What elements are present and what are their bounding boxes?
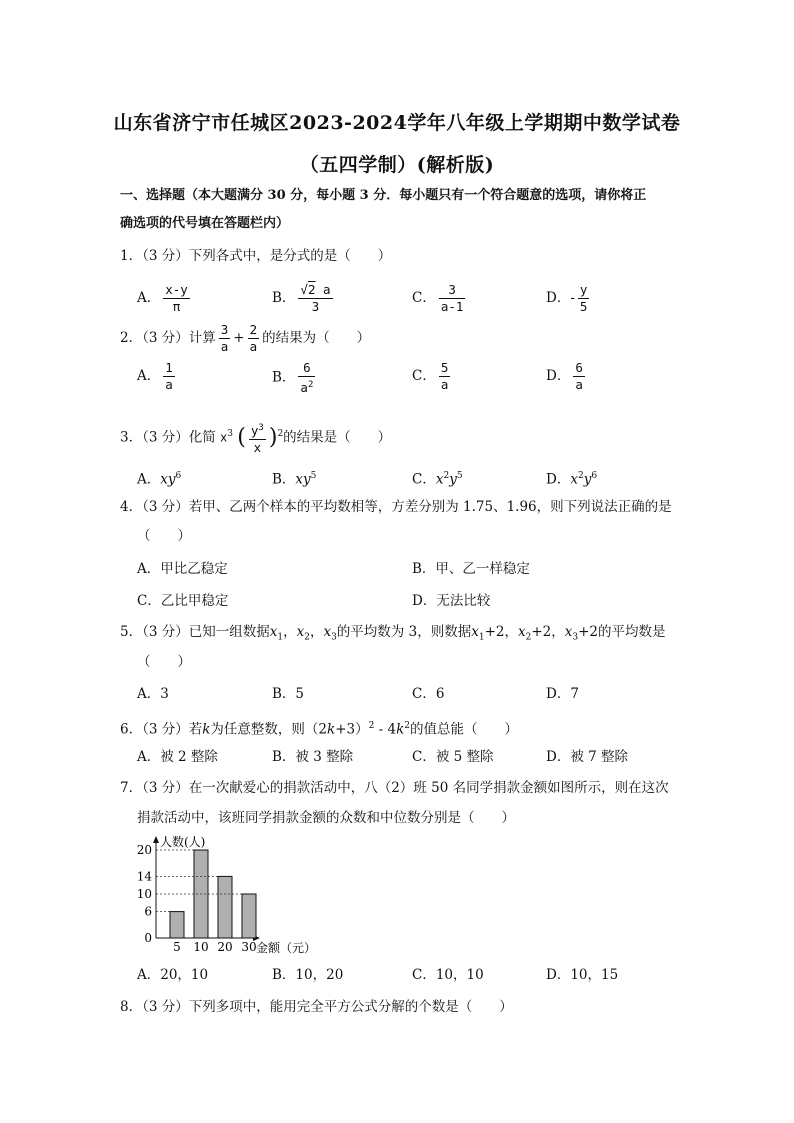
q6-stem-mid2: +3） xyxy=(335,721,369,738)
q3-frac-num-exp: 3 xyxy=(258,423,264,433)
q3-c-y: y xyxy=(449,471,457,488)
q3-x-exp: 3 xyxy=(227,429,233,440)
q3-option-b xyxy=(272,466,316,490)
q3-frac xyxy=(249,420,266,456)
title-line-2: （五四学制）(解析版) xyxy=(299,154,495,176)
q1-b-den: 3 xyxy=(311,299,320,314)
x-tick-label: 5 xyxy=(173,940,181,954)
x-tick-label: 20 xyxy=(217,940,233,954)
q3-d-x: x xyxy=(570,471,578,488)
q7-stem-line1: 7．（3 分）在一次献爱心的捐款活动中，八（2）班 50 名同学捐款金额如图所示，则在这次 xyxy=(120,780,669,796)
q3-a-label: A． xyxy=(137,471,161,488)
q3-stem-pre: 3．（3 分）化简 xyxy=(120,429,216,446)
q2-stem-post: 的结果为（ ） xyxy=(262,330,371,346)
q5-stem-mid: 的平均数为 3，则数据 xyxy=(336,624,472,640)
q2-a-num: 1 xyxy=(165,360,173,375)
q6-k: k xyxy=(202,721,211,738)
q1-stem: 1．（3 分）下列各式中，是分式的是（ ） xyxy=(120,248,392,264)
q5-y2: x xyxy=(517,624,526,640)
q7-option-a: A．20，10 xyxy=(137,967,209,983)
y-axis-arrow-icon xyxy=(153,836,159,843)
q5-t3: 3 xyxy=(572,632,579,643)
bar-20 xyxy=(218,876,232,938)
q5-y3: x xyxy=(564,624,573,640)
q1-d-label: D． xyxy=(546,290,571,306)
q3-outer-exp: 2 xyxy=(277,429,284,440)
q2-b-den: a xyxy=(300,380,308,396)
q3-option-c xyxy=(412,466,463,490)
q7-stem-line2: 捐款活动中，该班同学捐款金额的众数和中位数分别是（ ） xyxy=(137,810,515,826)
q6-k3: k xyxy=(396,721,405,738)
y-tick-label: 10 xyxy=(136,887,152,901)
q2-option-d xyxy=(546,360,588,393)
q3-d-y: y xyxy=(583,471,592,488)
q3-c-y-exp: 5 xyxy=(456,471,463,481)
q4-stem-line1: 4．（3 分）若甲、乙两个样本的平均数相等，方差分别为 1.75、1.96，则下列说法正确的是 xyxy=(120,499,672,515)
chart-ylabel: 人数(人) xyxy=(160,835,206,849)
q6-stem-post: 的值总能（ ） xyxy=(410,721,518,738)
q4-option-d: D．无法比较 xyxy=(412,593,491,609)
q5-x3: x xyxy=(323,624,332,640)
q2-a-label: A． xyxy=(137,368,161,384)
q5-comma1: ， xyxy=(283,624,297,640)
q3-c-x-exp: 2 xyxy=(443,471,450,481)
y-tick-label: 14 xyxy=(136,869,152,884)
q6-k2: k xyxy=(327,721,336,738)
q3-a-base: xy xyxy=(160,471,176,488)
q1-d-sign: - xyxy=(570,290,575,306)
q6-option-b: B．被 3 整除 xyxy=(272,749,354,765)
q2-c-den: a xyxy=(440,377,449,392)
q1-b-num-rest: a xyxy=(315,282,331,297)
q7-option-d: D．10，15 xyxy=(546,967,619,983)
section1-heading-line1: 一、选择题（本大题满分 30 分，每小题 3 分．每小题只有一个符合题意的选项，请你将正 xyxy=(120,188,647,203)
q6-option-c: C．被 5 整除 xyxy=(412,749,494,765)
q3-d-y-exp: 6 xyxy=(591,471,598,481)
q5-option-c: C．6 xyxy=(412,686,445,702)
q2-stem xyxy=(120,322,370,355)
q1-c-num: 3 xyxy=(439,282,466,299)
q5-s1: 1 xyxy=(277,632,284,643)
q2-f2-den: a xyxy=(249,339,258,354)
q6-stem xyxy=(120,716,518,740)
q2-d-fraction xyxy=(573,360,585,393)
q3-c-label: C． xyxy=(412,471,436,488)
q2-f2-num: 2 xyxy=(249,322,258,337)
y-tick-label: 6 xyxy=(144,904,152,919)
q5-stem-pre: 5．（3 分）已知一组数据 xyxy=(120,624,270,640)
q6-stem-mid: 为任意整数，则（2 xyxy=(210,721,328,738)
q7-option-b: B．10，20 xyxy=(272,967,344,983)
q7-option-c: C．10，10 xyxy=(412,967,484,983)
q1-d-num: y xyxy=(579,282,588,297)
q3-frac-den: x xyxy=(253,440,262,456)
q5-comma2: ， xyxy=(309,624,324,640)
q2-d-num: 6 xyxy=(575,360,583,375)
q3-rparen: ) xyxy=(268,425,278,451)
q4-stem-line2: （ ） xyxy=(137,528,191,544)
q2-frac-2 xyxy=(248,322,260,355)
q2-c-num: 5 xyxy=(440,360,449,375)
q5-p2: +2， xyxy=(531,624,565,640)
q1-option-a xyxy=(137,282,193,315)
q3-stem-post: 的结果是（ ） xyxy=(283,429,392,446)
q2-a-den: a xyxy=(165,377,173,392)
q3-b-base: xy xyxy=(295,471,311,488)
q7-bar-chart xyxy=(128,832,358,958)
q6-option-a: A．被 2 整除 xyxy=(137,749,218,765)
q2-b-den-exp: 2 xyxy=(307,380,314,390)
q2-b-num: 6 xyxy=(298,360,315,377)
q2-d-label: D． xyxy=(546,368,571,384)
q1-a-fraction xyxy=(163,282,190,315)
q6-stem-pre: 6．（3 分）若 xyxy=(120,721,203,738)
q5-s2: 2 xyxy=(304,632,310,643)
q4-option-c: C．乙比甲稳定 xyxy=(137,593,229,609)
q2-c-fraction xyxy=(439,360,451,393)
q1-a-num: x-y xyxy=(165,282,188,297)
q5-x1: x xyxy=(269,624,278,640)
q1-b-sqrt: 2 xyxy=(307,282,316,297)
q3-a-exp: 6 xyxy=(175,471,182,481)
x-tick-label: 10 xyxy=(193,940,209,954)
q5-p3: +2 xyxy=(578,624,598,640)
q3-c-x: x xyxy=(435,471,444,488)
q6-exp2: 2 xyxy=(404,721,410,731)
y-tick-label: 0 xyxy=(144,931,152,945)
q1-b-label: B． xyxy=(272,290,296,306)
q3-lparen: ( xyxy=(237,425,246,451)
q5-stem-line1 xyxy=(120,622,666,648)
q5-t1: 1 xyxy=(478,632,485,643)
q5-option-d: D．7 xyxy=(546,686,579,702)
q6-option-d: D．被 7 整除 xyxy=(546,749,628,765)
q4-option-a: A．甲比乙稳定 xyxy=(137,561,228,577)
q5-s3: 3 xyxy=(331,632,337,643)
bar-30 xyxy=(242,894,256,938)
q5-option-a: A．3 xyxy=(137,686,169,702)
q1-b-fraction xyxy=(298,282,332,315)
q3-option-d xyxy=(546,466,597,490)
q2-d-den: a xyxy=(575,377,583,392)
q3-d-label: D． xyxy=(546,471,571,488)
q6-exp1: 2 xyxy=(368,721,375,731)
q2-plus: + xyxy=(233,330,245,346)
q2-option-c xyxy=(412,360,453,393)
q1-c-fraction xyxy=(439,282,466,315)
q2-stem-pre: 2．（3 分）计算 xyxy=(120,330,216,346)
q1-c-label: C． xyxy=(412,290,436,306)
q5-t2: 2 xyxy=(525,632,532,643)
q1-d-fraction xyxy=(578,282,590,315)
bar-5 xyxy=(170,912,184,938)
q3-stem xyxy=(120,420,391,456)
q2-b-fraction xyxy=(298,360,315,396)
q3-b-exp: 5 xyxy=(310,471,317,481)
q5-x2: x xyxy=(296,624,305,640)
q3-d-x-exp: 2 xyxy=(577,471,584,481)
section1-heading-line2: 确选项的代号填在答题栏内） xyxy=(120,216,290,231)
q3-x: x xyxy=(220,430,228,445)
q1-a-den: π xyxy=(172,299,181,314)
q6-stem-mid3: - 4 xyxy=(374,721,397,738)
q2-option-a xyxy=(137,360,178,393)
chart-marks xyxy=(137,843,257,954)
q2-c-label: C． xyxy=(412,368,436,384)
chart-xlabel: 金额（元） xyxy=(256,941,317,955)
q1-option-d xyxy=(546,282,592,315)
q5-stem-line2: （ ） xyxy=(137,654,191,670)
q1-option-c xyxy=(412,282,468,315)
q2-f1-den: a xyxy=(220,339,229,354)
q5-y1: x xyxy=(471,624,479,640)
x-tick-label: 30 xyxy=(241,940,257,954)
q1-d-den: 5 xyxy=(579,299,588,314)
q2-option-b xyxy=(272,360,318,396)
q2-a-fraction xyxy=(163,360,175,393)
q1-c-den: a-1 xyxy=(440,299,464,314)
q2-frac-1 xyxy=(219,322,231,355)
q3-b-label: B． xyxy=(272,471,296,488)
q1-a-label: A． xyxy=(137,290,161,306)
q1-option-b xyxy=(272,282,336,315)
q2-f1-num: 3 xyxy=(220,322,229,337)
q8-stem: 8．（3 分）下列多项中，能用完全平方公式分解的个数是（ ） xyxy=(120,999,513,1015)
sqrt-icon: √ xyxy=(300,282,308,297)
q3-frac-num: y xyxy=(250,423,259,439)
q5-p1: +2， xyxy=(484,624,518,640)
q5-stem-post: 的平均数是 xyxy=(598,624,666,640)
q4-option-b: B．甲、乙一样稳定 xyxy=(412,561,530,577)
q5-option-b: B．5 xyxy=(272,686,305,702)
q2-b-label: B． xyxy=(272,369,296,386)
y-tick-label: 20 xyxy=(136,843,152,857)
title-line-1: 山东省济宁市任城区2023-2024学年八年级上学期期中数学试卷 xyxy=(113,112,681,134)
q3-option-a xyxy=(137,466,181,490)
